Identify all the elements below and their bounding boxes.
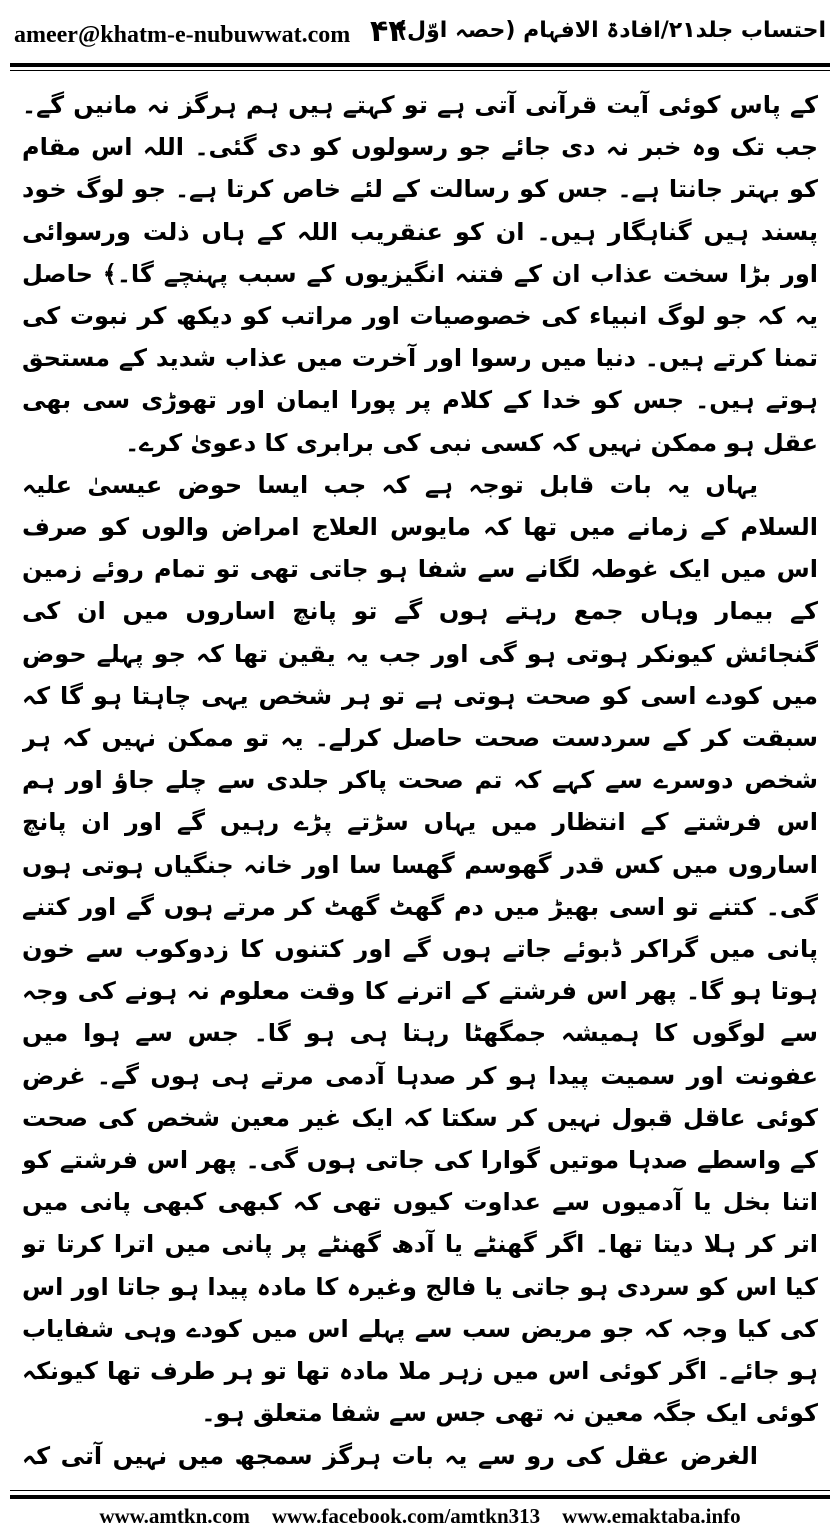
paragraph: یہاں یہ بات قابل توجہ ہے کہ جب ایسا حوض عیسیٰ علیہ السلام کے زمانے میں تھا کہ مایوس العلاج امراض والوں کو صرف اس میں ایک غوطہ لگانے سے شفا ہو جاتی تھی تو تمام روئے زمین کے بیمار وہاں جمع رہتے ہوں گے تو پانچ اساروں میں ان کی گنجائش کیونکر ہوتی ہو گی اور جب یہ یقین تھا کہ جو پہلے حوض میں کودے اسی کو صحت ہوتی ہے تو ہر شخص یہی چاہتا ہو گا کہ سبقت کر کے سردست صحت حاصل کرلے۔ یہ تو ممکن نہیں کہ ہر شخص دوسرے سے کہے کہ تم صحت پاکر جلدی سے چلے جاؤ اور ہم اس فرشتے کے انتظار میں یہاں سڑتے پڑے رہیں گے اور ان پانچ اساروں میں کس قدر گھوسم گھسا سا اور خانہ جنگیاں ہوتی ہوں گی۔ کتنے تو اسی بھیڑ میں دم گھٹ گھٹ کر مرتے ہوں گے اور کتنے پانی میں گراکر ڈبوئے جاتے ہوں گے اور کتنوں کا زدوکوب سے خون ہوتا ہو گا۔ پھر اس فرشتے کے اترنے کا وقت معلوم نہ ہونے کی وجہ سے لوگوں کا ہمیشہ جمگھٹا رہتا ہی ہو گا۔ جس سے ہوا میں عفونت اور سمیت پیدا ہو کر صدہا آدمی مرتے ہی ہوں گے۔ غرض کوئی عاقل قبول نہیں کر سکتا کہ ایک غیر معین شخص کی صحت کے واسطے صدہا موتیں گوارا کی جاتی ہوں گی۔ پھر اس فرشتے کو اتنا بخل یا آدمیوں سے عداوت کیوں تھی کہ کبھی کبھی پانی میں اتر کر ہلا دیتا تھا۔ اگر گھنٹے یا آدھ گھنٹے پر پانی میں اترا کرتا تو کیا اس کو سردی ہو جاتی یا فالج وغیرہ کا مادہ پیدا ہو جاتا اور اس کی کیا وجہ کہ جو مریض سب سے پہلے اس میں کودے وہی شفایاب ہو جائے۔ اگر کوئی اس میں زہر ملا مادہ تھا تو ہر طرف تھا کیونکہ کوئی ایک جگہ معین نہ تھی جس سے شفا متعلق ہو۔ (22, 470, 818, 1428)
header-rule-thin (10, 70, 830, 71)
footer-link-facebook[interactable]: www.facebook.com/amtkn313 (271, 1504, 541, 1528)
paragraph: کے پاس کوئی آیت قرآنی آتی ہے تو کہتے ہیں ہم ہرگز نہ مانیں گے۔ جب تک وہ خبر نہ دی جائے جو رسولوں کو دی گئی۔ اللہ اس مقام کو بہتر جانتا ہے۔ جس کو رسالت کے لئے خاص کرتا ہے۔ جو لوگ خود پسند ہیں گناہگار ہیں۔ ان کو عنقریب اللہ کے ہاں ذلت ورسوائی اور بڑا سخت عذاب ان کے فتنہ انگیزیوں کے سبب پہنچے گا۔﴾ حاصل یہ کہ جو لوگ انبیاء کی خصوصیات اور مراتب کو دیکھ کر نبوت کی تمنا کرتے ہیں۔ دنیا میں رسوا اور آخرت میں عذاب شدید کے مستحق ہوتے ہیں۔ جس کو خدا کے کلام پر پورا ایمان اور تھوڑی سی بھی عقل ہو ممکن نہیں کہ کسی نبی کی برابری کا دعویٰ کرے۔ (22, 91, 818, 457)
paragraph: الغرض عقل کی رو سے یہ بات ہرگز سمجھ میں نہیں آتی کہ (22, 1441, 758, 1470)
footer-rule-thin (10, 1490, 830, 1491)
page-header (0, 0, 840, 76)
header-rule-thick (10, 63, 830, 67)
footer-link-emaktaba[interactable]: www.emaktaba.info (562, 1504, 741, 1528)
page-footer (0, 1490, 840, 1540)
book-title: احتساب جلد۲۱/افادۃ الافہام (حصہ اوّل) (396, 18, 826, 43)
page-number: ۴۴ (370, 14, 407, 49)
page-body (22, 84, 818, 1476)
header-email[interactable]: ameer@khatm-e-nubuwwat.com (14, 22, 351, 48)
footer-link-amtkn[interactable]: www.amtkn.com (99, 1504, 250, 1528)
footer-rule-thick (10, 1495, 830, 1499)
footer-links (0, 1504, 840, 1529)
